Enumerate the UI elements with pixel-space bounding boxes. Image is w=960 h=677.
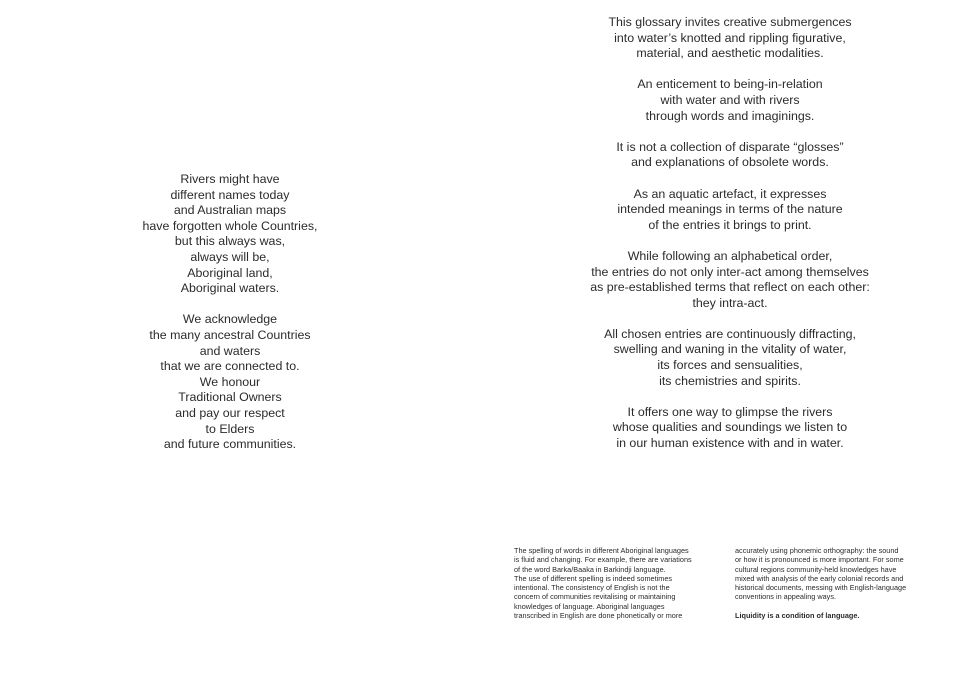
intro-stanza-1 xyxy=(540,15,920,62)
acknowledgement-stanza-1 xyxy=(110,172,350,297)
text-line: to Elders xyxy=(205,421,255,436)
text-line: and pay our respect xyxy=(175,405,285,420)
text-line: through words and imaginings. xyxy=(645,108,815,123)
note-line: historical documents, messing with English-language xyxy=(735,583,907,593)
intro-stanza-2 xyxy=(540,77,920,124)
intro-stanza-6 xyxy=(540,327,920,389)
text-line: the many ancestral Countries xyxy=(149,327,311,342)
text-line: of the entries it brings to print. xyxy=(648,217,812,232)
intro-stanza-4 xyxy=(540,187,920,234)
text-line: While following an alphabetical order, xyxy=(627,248,833,263)
text-line: As an aquatic artefact, it expresses xyxy=(633,186,827,201)
text-line: All chosen entries are continuously diffracting, xyxy=(604,326,856,341)
acknowledgement-of-country xyxy=(110,172,350,468)
text-line: Aboriginal land, xyxy=(187,265,273,280)
text-line: It offers one way to glimpse the rivers xyxy=(627,404,833,419)
language-note-column-2 xyxy=(735,546,950,620)
text-line: but this always was, xyxy=(174,234,286,249)
text-line: with water and with rivers xyxy=(660,92,800,107)
text-line: in our human existence with and in water. xyxy=(616,436,844,451)
text-line: It is not a collection of disparate “glosses” xyxy=(616,139,844,154)
note-line: The spelling of words in different Aboriginal languages xyxy=(514,546,689,555)
text-line: that we are connected to. xyxy=(160,359,300,374)
note-line: of the word Barka/Baaka in Barkindji language. xyxy=(514,564,666,574)
text-line: and waters xyxy=(199,343,261,358)
text-line: whose qualities and soundings we listen to xyxy=(612,420,848,435)
intro-stanza-7 xyxy=(540,405,920,452)
text-line: and explanations of obsolete words. xyxy=(631,155,829,170)
text-line: into water’s knotted and rippling figurative, xyxy=(614,30,846,45)
text-line: Traditional Owners xyxy=(178,390,282,405)
note-line: is fluid and changing. For example, there are variations xyxy=(514,555,692,565)
note-line: transcribed in English are done phonetically or more xyxy=(514,611,683,621)
text-line: they intra-act. xyxy=(692,295,768,310)
text-line: and Australian maps xyxy=(173,203,287,218)
intro-stanza-5 xyxy=(540,249,920,311)
text-line: We honour xyxy=(199,374,261,389)
text-line: the entries do not only inter-act among themselves xyxy=(591,264,869,279)
text-line: its chemistries and spirits. xyxy=(659,373,801,388)
text-line: This glossary invites creative submergences xyxy=(608,15,852,29)
note-line: knowledges of language. Aboriginal languages xyxy=(514,601,665,611)
text-line: Rivers might have xyxy=(180,172,280,186)
text-line: Aboriginal waters. xyxy=(180,281,280,296)
note-line: The use of different spelling is indeed sometimes xyxy=(514,573,673,583)
note-line: or how it is pronounced is more important. For some xyxy=(735,555,904,565)
text-line: and future communities. xyxy=(163,437,297,452)
text-line: material, and aesthetic modalities. xyxy=(636,46,824,61)
text-line: swelling and waning in the vitality of water, xyxy=(613,342,847,357)
note-line: concern of communities revitalising or maintaining xyxy=(514,592,676,602)
note-line: mixed with analysis of the early colonial records and xyxy=(735,573,904,583)
text-line: We acknowledge xyxy=(182,312,278,327)
text-line: different names today xyxy=(170,187,290,202)
text-line: always will be, xyxy=(190,249,270,264)
text-line: intended meanings in terms of the nature xyxy=(617,202,843,217)
glossary-introduction xyxy=(540,15,920,467)
right-page xyxy=(480,0,960,677)
language-note-emphasis: Liquidity is a condition of language. xyxy=(735,611,860,621)
acknowledgement-stanza-2 xyxy=(110,312,350,452)
text-line: its forces and sensualities, xyxy=(657,358,803,373)
intro-stanza-3 xyxy=(540,140,920,171)
note-line: accurately using phonemic orthography: the sound xyxy=(735,546,899,555)
text-line: An enticement to being-in-relation xyxy=(637,77,823,92)
note-line: intentional. The consistency of English is not the xyxy=(514,583,670,593)
text-line: as pre-established terms that reflect on each other: xyxy=(590,280,870,295)
text-line: have forgotten whole Countries, xyxy=(142,218,318,233)
note-line: conventions in appealing ways. xyxy=(735,592,837,602)
language-note-column-1 xyxy=(514,546,719,620)
note-line: cultural regions community-held knowledges have xyxy=(735,564,897,574)
